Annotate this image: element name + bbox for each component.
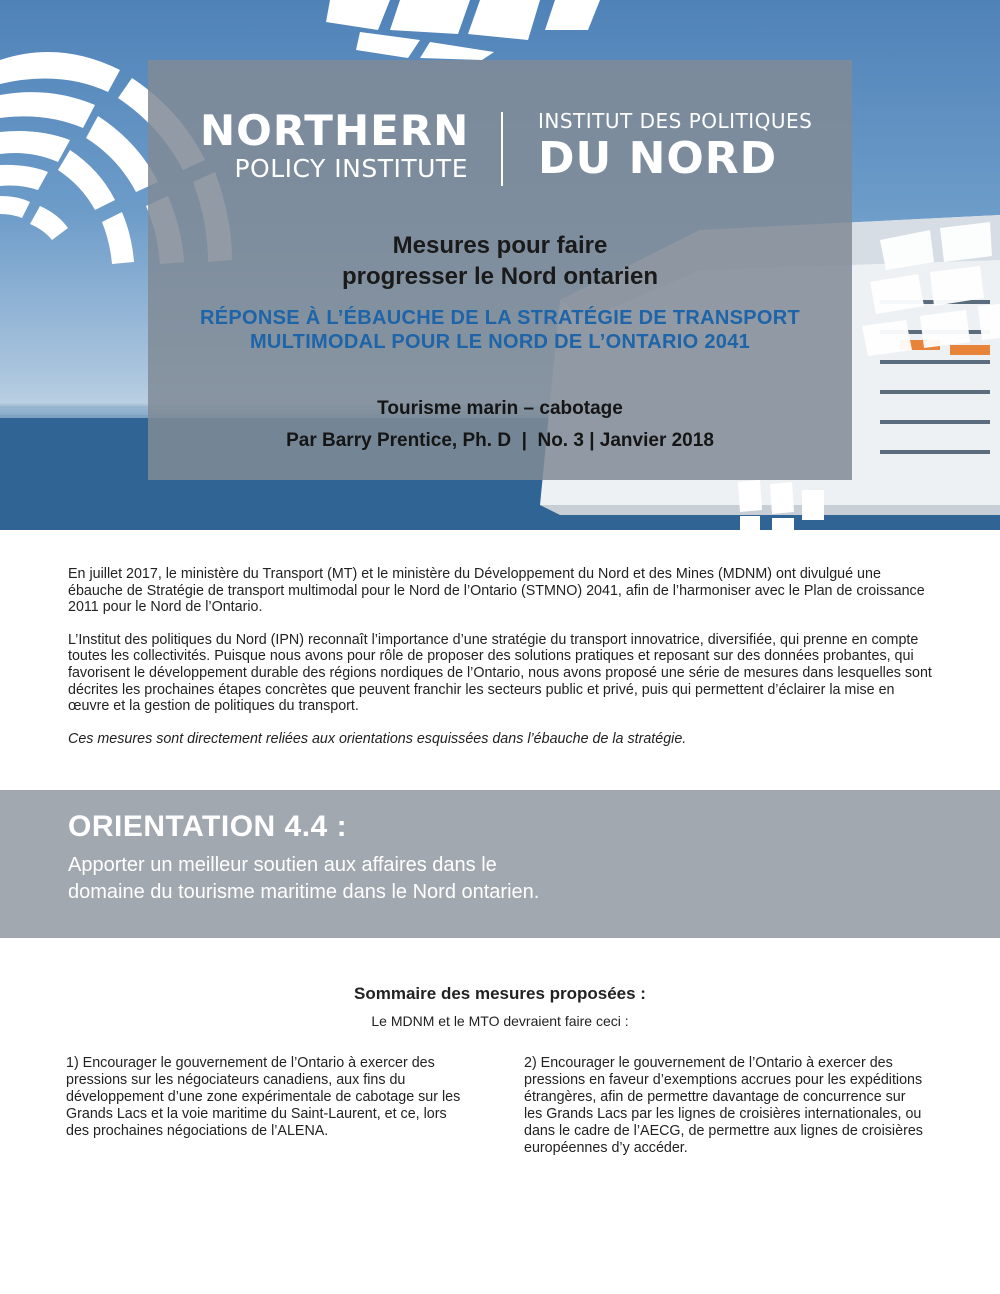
- orientation-banner: [0, 790, 1000, 938]
- institute-logo: [148, 108, 852, 198]
- report-subtitle-line2: MULTIMODAL POUR LE NORD DE L’ONTARIO 2041: [249, 331, 751, 353]
- orientation-text-line1: Apporter un meilleur soutien aux affaires dans le: [68, 854, 497, 876]
- report-title: [148, 230, 852, 292]
- cover-hero: [0, 0, 1000, 530]
- logo-fr-line1: INSTITUT DES POLITIQUES: [538, 109, 813, 133]
- report-title-line1: Mesures pour faire: [392, 232, 608, 259]
- intro-paragraph-3: Ces mesures sont directement reliées aux orientations esquissées dans l’ébauche de la stratégie.: [68, 730, 687, 747]
- intro-paragraph-1: En juillet 2017, le ministère du Transport (MT) et le ministère du Développement du Nord et des Mines (MDNM) ont divulgué une ébauche de Stratégie de transport multimodal pour le Nord de l’Ontario (STMNO) 2041, afin de l’harmoniser avec le Plan de croissance 2011 pour le Nord de l’Ontario.: [68, 566, 925, 616]
- report-byline: Par Barry Prentice, Ph. D | No. 3 | Janvier 2018: [286, 430, 714, 451]
- logo-en-line1: NORTHERN: [200, 106, 470, 155]
- logo-english: [200, 108, 468, 184]
- report-subtitle-line1: RÉPONSE À L’ÉBAUCHE DE LA STRATÉGIE DE TRANSPORT: [199, 307, 800, 329]
- measure-2: 2) Encourager le gouvernement de l’Ontario à exercer des pressions en faveur d’exemptions accrues pour les expéditions étrangères, afin de permettre davantage de concurrence sur les Grands Lacs par les lignes de croisières internationales, ou dans le cadre de l’AECG, de permettre aux lignes de croisières européennes d’y accéder.: [524, 1055, 923, 1156]
- measure-1: 1) Encourager le gouvernement de l’Ontario à exercer des pressions sur les négociateurs canadiens, aux fins du développement d’une zone expérimentale de cabotage sur les Grands Lacs et la voie maritime du Saint-Laurent, et ce, lors des prochaines négociations de l’ALENA.: [66, 1055, 461, 1139]
- logo-french: [538, 108, 838, 184]
- logo-fr-line2: DU NORD: [538, 133, 778, 184]
- orientation-heading: ORIENTATION 4.4 :: [68, 810, 348, 843]
- summary-lead: Le MDNM et le MTO devraient faire ceci :: [371, 1013, 629, 1029]
- cover-title-panel: [148, 60, 852, 480]
- orientation-text: [68, 852, 768, 906]
- report-title-line2: progresser le Nord ontarien: [341, 263, 659, 290]
- intro-paragraph-2: L’Institut des politiques du Nord (IPN) reconnaît l’importance d’une stratégie du transport innovatrice, diversifiée, qui prenne en compte toutes les collectivités. Puisque nous avons pour rôle de proposer des solutions pratiques et reposant sur des données probantes, qui favorisent le développement durable des régions nordiques de l’Ontario, nous avons proposé une série de mesures dans lesquelles sont décrites les prochaines étapes concrètes que peuvent franchir les secteurs public et privé, puis qui permettent d’éclairer la mise en œuvre et la gestion de politiques du transport.: [68, 631, 932, 715]
- logo-divider: [501, 112, 503, 186]
- decorative-blocks-top: [326, 0, 600, 60]
- report-topic: Tourisme marin – cabotage: [377, 398, 623, 419]
- logo-en-line2: POLICY INSTITUTE: [234, 154, 468, 183]
- intro-section: [68, 566, 936, 763]
- orientation-text-line2: domaine du tourisme maritime dans le Nord ontarien.: [68, 881, 540, 903]
- report-subtitle: [148, 306, 852, 354]
- summary-title: Sommaire des mesures proposées :: [354, 984, 646, 1003]
